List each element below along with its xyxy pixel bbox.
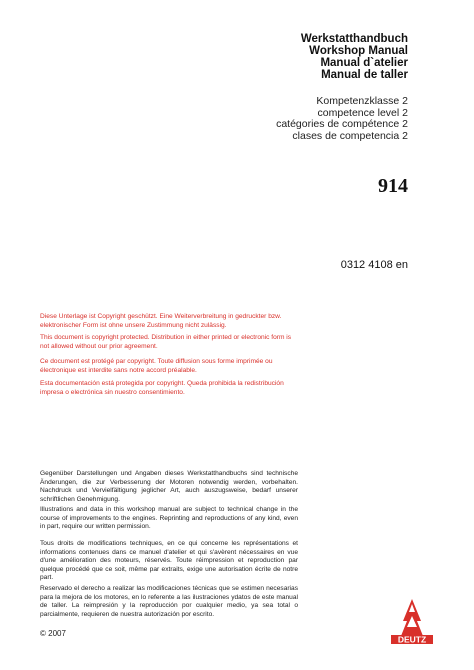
title-spanish: Manual de taller bbox=[321, 69, 408, 81]
deutz-logo bbox=[388, 598, 436, 644]
logo-wordmark: DEUTZ bbox=[397, 634, 427, 644]
title-block bbox=[301, 33, 408, 81]
copyright-notice-french: Ce document est protégé par copyright. Toute diffusion sous forme imprimée ou électronique est interdite sans notre accord préalable. bbox=[40, 358, 273, 374]
disclaimer-english: Illustrations and data in this workshop manual are subject to technical change in the course of improvements to the engines. Reprinting and reproductions of any kind, even in part, require our written permission. bbox=[40, 506, 298, 531]
copyright-year: © 2007 bbox=[40, 629, 66, 638]
copyright-notice-spanish: Esta documentación está protegida por copyright. Queda prohibida la redistribución impresa o electrónica sin nuestro consentimiento. bbox=[40, 380, 284, 396]
disclaimer-french: Tous droits de modifications techniques, en ce qui concerne les représentations et informations contenues dans ce manuel d'atelier et qui s'avèrent nécessaires en vue d'une amélioration des moteurs, réservés. Toute réimpression et reproduction par quelque procédé que ce soit, même par extraits, exige une autorisation écrite de notre part. bbox=[40, 540, 298, 582]
copyright-notice-english: This document is copyright protected. Distribution in either printed or electronic form is not allowed without our prior agreement. bbox=[40, 334, 292, 350]
competence-level-block bbox=[276, 96, 408, 142]
title-german: Werkstatthandbuch bbox=[300, 33, 408, 45]
level-french: catégories de compétence 2 bbox=[276, 118, 408, 130]
copyright-notice-german: Diese Unterlage ist Copyright geschützt. Eine Weiterverbreitung in gedruckter bzw. elektronischer Form ist ohne unsere Zustimmung nicht zulässig. bbox=[40, 313, 282, 329]
disclaimer-spanish: Reservado el derecho a realizar las modificaciones técnicas que se estimen necesarias para la mejora de los motores, en lo referente a las ilustraciones ydatos de este manual de taller. La reimpresión y la reproducción por cualquier medio, ya sea total o parcialmente, requieren de nuestra autorización por escrito. bbox=[40, 585, 298, 618]
title-french: Manual d`atelier bbox=[320, 57, 408, 69]
level-english: competence level 2 bbox=[317, 106, 408, 119]
engine-model: 914 bbox=[378, 175, 408, 197]
level-german: Kompetenzklasse 2 bbox=[316, 95, 408, 107]
level-spanish: clases de competencia 2 bbox=[292, 129, 408, 142]
title-english: Workshop Manual bbox=[309, 45, 408, 57]
disclaimer-german: Gegenüber Darstellungen und Angaben dieses Werkstatthandbuchs sind technische Änderungen, die zur Verbesserung der Motoren notwendig werden, vorbehalten. Nachdruck und Vervielfältigung jeglicher Art, auch auszugsweise, bedarf unserer schriftlichen Genehmigung. bbox=[40, 470, 298, 503]
part-number: 0312 4108 en bbox=[340, 259, 408, 271]
